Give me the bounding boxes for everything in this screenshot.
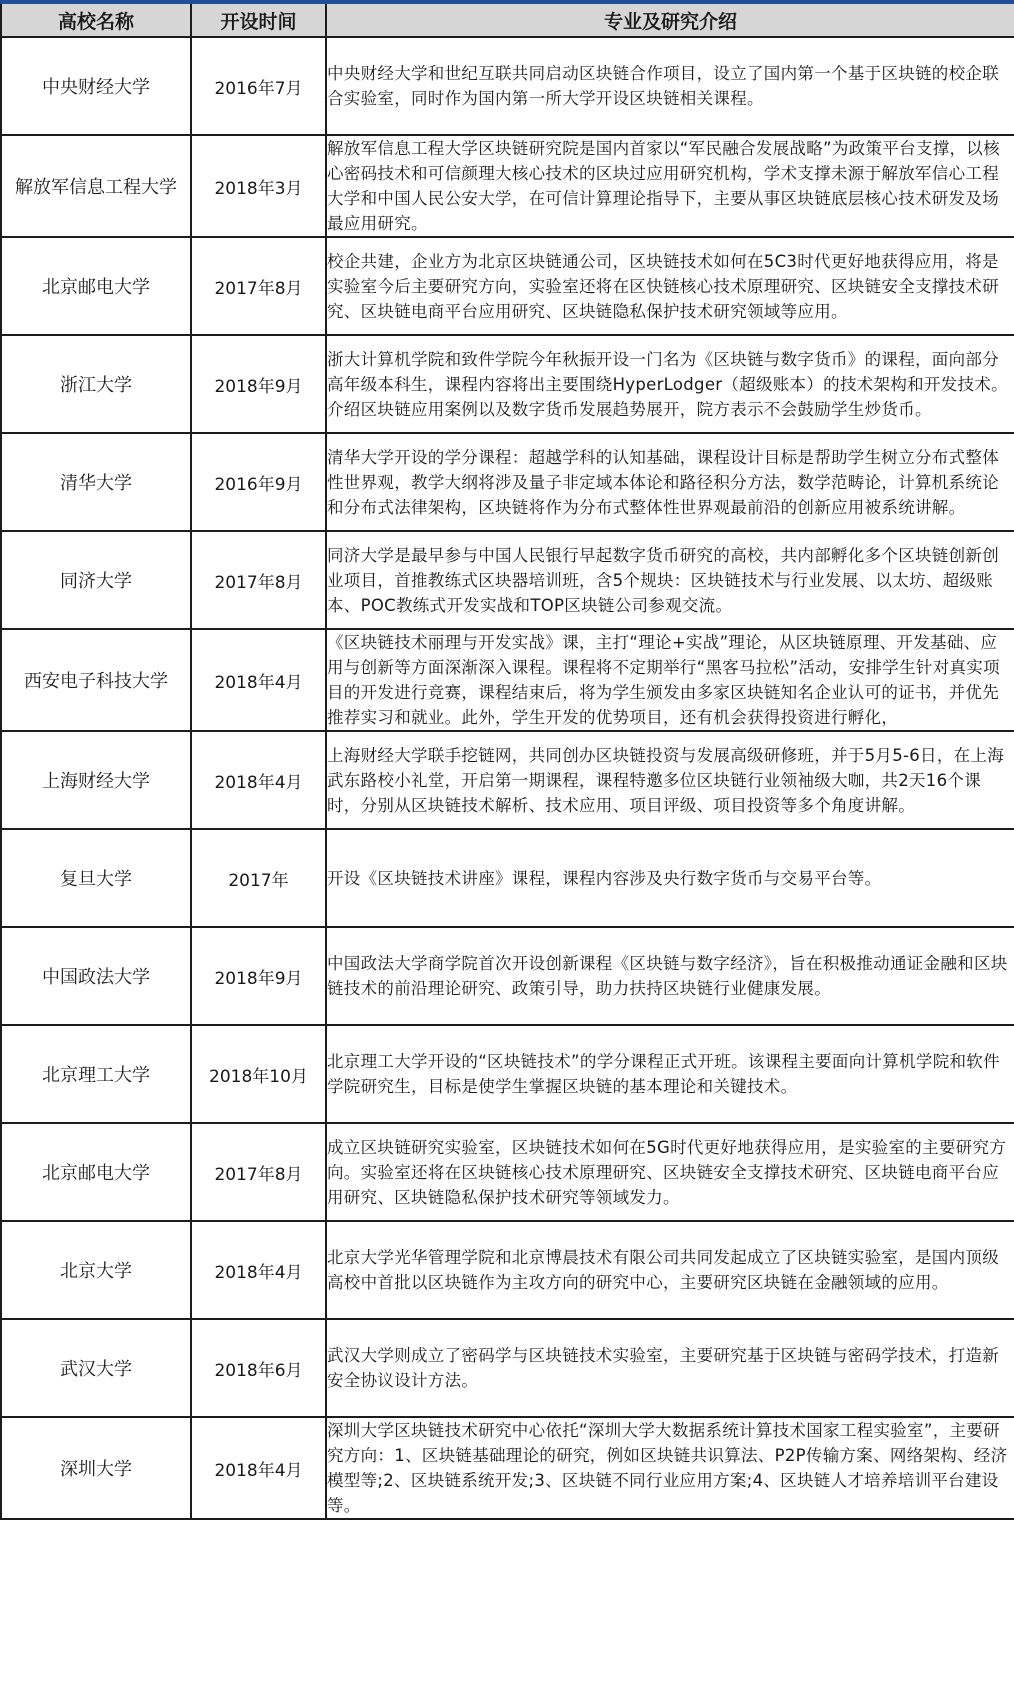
table-row xyxy=(1,37,1014,135)
university-name-cell: 解放军信息工程大学 xyxy=(1,135,191,237)
table-body xyxy=(1,37,1014,1519)
table-row xyxy=(1,335,1014,433)
table-header-row xyxy=(1,4,1014,37)
university-name-cell: 复旦大学 xyxy=(1,829,191,927)
column-header-start-date: 开设时间 xyxy=(191,4,326,37)
university-name-cell: 北京邮电大学 xyxy=(1,1123,191,1221)
start-date-cell: 2016年7月 xyxy=(191,37,326,135)
university-name-cell: 中国政法大学 xyxy=(1,927,191,1025)
university-name-cell: 同济大学 xyxy=(1,531,191,629)
university-name-cell: 北京理工大学 xyxy=(1,1025,191,1123)
university-name-cell: 清华大学 xyxy=(1,433,191,531)
table-row xyxy=(1,1123,1014,1221)
start-date-cell: 2018年10月 xyxy=(191,1025,326,1123)
table-row xyxy=(1,433,1014,531)
start-date-cell: 2017年8月 xyxy=(191,531,326,629)
start-date-cell: 2017年8月 xyxy=(191,237,326,335)
table-row xyxy=(1,1025,1014,1123)
description-cell: 同济大学是最早参与中国人民银行早起数字货币研究的高校，共内部孵化多个区块链创新创业项目，首推教练式区块器培训班，含5个规块：区块链技术与行业发展、以太坊、超级账本、POC教练式开发实战和TOP区块链公司参观交流。 xyxy=(326,531,1014,629)
university-name-cell: 深圳大学 xyxy=(1,1417,191,1519)
start-date-cell: 2018年4月 xyxy=(191,731,326,829)
university-name-cell: 武汉大学 xyxy=(1,1319,191,1417)
university-name-cell: 上海财经大学 xyxy=(1,731,191,829)
university-name-cell: 浙江大学 xyxy=(1,335,191,433)
table-row xyxy=(1,135,1014,237)
university-name-cell: 西安电子科技大学 xyxy=(1,629,191,731)
description-cell: 北京理工大学开设的“区块链技术”的学分课程正式开班。该课程主要面向计算机学院和软件学院研究生，目标是使学生掌握区块链的基本理论和关键技术。 xyxy=(326,1025,1014,1123)
description-cell: 中国政法大学商学院首次开设创新课程《区块链与数字经济》，旨在积极推动通证金融和区块链技术的前沿理论研究、政策引导，助力扶持区块链行业健康发展。 xyxy=(326,927,1014,1025)
description-cell: 清华大学开设的学分课程：超越学科的认知基础，课程设计目标是帮助学生树立分布式整体性世界观，教学大纲将涉及量子非定域本体论和路径积分方法，数学范畴论，计算机系统论和分布式法律架构，区块链将作为分布式整体性世界观最前沿的创新应用被系统讲解。 xyxy=(326,433,1014,531)
description-cell: 中央财经大学和世纪互联共同启动区块链合作项目，设立了国内第一个基于区块链的校企联合实验室，同时作为国内第一所大学开设区块链相关课程。 xyxy=(326,37,1014,135)
start-date-cell: 2018年4月 xyxy=(191,629,326,731)
description-cell: 武汉大学则成立了密码学与区块链技术实验室，主要研究基于区块链与密码学技术，打造新安全协议设计方法。 xyxy=(326,1319,1014,1417)
university-name-cell: 北京大学 xyxy=(1,1221,191,1319)
description-cell: 校企共建，企业方为北京区块链通公司，区块链技术如何在5C3时代更好地获得应用，将是实验室今后主要研究方向，实验室还将在区快链核心技术原理研究、区块链安全支撑技术研究、区块链电商平台应用研究、区块链隐私保护技术研究领域等应用。 xyxy=(326,237,1014,335)
start-date-cell: 2018年4月 xyxy=(191,1417,326,1519)
table-row xyxy=(1,629,1014,731)
start-date-cell: 2018年6月 xyxy=(191,1319,326,1417)
description-cell: 北京大学光华管理学院和北京博晨技术有限公司共同发起成立了区块链实验室，是国内顶级高校中首批以区块链作为主攻方向的研究中心，主要研究区块链在金融领域的应用。 xyxy=(326,1221,1014,1319)
start-date-cell: 2018年4月 xyxy=(191,1221,326,1319)
start-date-cell: 2017年 xyxy=(191,829,326,927)
start-date-cell: 2017年8月 xyxy=(191,1123,326,1221)
description-cell: 《区块链技术丽理与开发实战》课，主打“理论+实战”理论，从区块链原理、开发基础、应用与创新等方面深渐深入课程。课程将不定期举行“黑客马拉松”活动，安排学生针对真实项目的开发进行竞赛，课程结束后，将为学生颁发由多家区块链知名企业认可的证书，并优先推荐实习和就业。此外，学生开发的优势项目，还有机会获得投资进行孵化， xyxy=(326,629,1014,731)
table-row xyxy=(1,531,1014,629)
description-cell: 解放军信息工程大学区块链研究院是国内首家以“军民融合发展战略”为政策平台支撑，以核心密码技术和可信颜理大核心技术的区块过应用研究机构，学术支撑未源于解放军信心工程大学和中国人民公安大学，在可信计算理论指导下，主要从事区块链底层核心技术研发及场最应用研究。 xyxy=(326,135,1014,237)
description-cell: 浙大计算机学院和致件学院今年秋振开设一门名为《区块链与数字货币》的课程，面向部分高年级本科生，课程内容将出主要围绕HyperLodger（超级账本）的技术架构和开发技术。介绍区块链应用案例以及数字货币发展趋势展开，院方表示不会鼓励学生炒货币。 xyxy=(326,335,1014,433)
column-header-university: 高校名称 xyxy=(1,4,191,37)
start-date-cell: 2018年9月 xyxy=(191,927,326,1025)
table-row xyxy=(1,927,1014,1025)
description-cell: 深圳大学区块链技术研究中心依托“深圳大学大数据系统计算技术国家工程实验室”，主要研究方向：1、区块链基础理论的研究，例如区块链共识算法、P2P传输方案、网络架构、经济模型等;2、区块链系统开发;3、区块链不同行业应用方案;4、区块链人才培养培训平台建设等。 xyxy=(326,1417,1014,1519)
description-cell: 开设《区块链技术讲座》课程，课程内容涉及央行数字货币与交易平台等。 xyxy=(326,829,1014,927)
start-date-cell: 2018年9月 xyxy=(191,335,326,433)
column-header-description: 专业及研究介绍 xyxy=(326,4,1014,37)
university-name-cell: 北京邮电大学 xyxy=(1,237,191,335)
start-date-cell: 2018年3月 xyxy=(191,135,326,237)
description-cell: 成立区块链研究实验室，区块链技术如何在5G时代更好地获得应用，是实验室的主要研究方向。实验室还将在区块链核心技术原理研究、区块链安全支撑技术研究、区块链电商平台应用研究、区块链隐私保护技术研究等领域发力。 xyxy=(326,1123,1014,1221)
description-cell: 上海财经大学联手挖链网，共同创办区块链投资与发展高级研修班，并于5月5-6日，在上海武东路校小礼堂，开启第一期课程，课程特邀多位区块链行业领袖级大咖，共2天16个课时，分别从区块链技术解析、技术应用、项目评级、项目投资等多个角度讲解。 xyxy=(326,731,1014,829)
start-date-cell: 2016年9月 xyxy=(191,433,326,531)
table-row xyxy=(1,1221,1014,1319)
table-row xyxy=(1,237,1014,335)
university-blockchain-table xyxy=(0,4,1014,1520)
table-row xyxy=(1,731,1014,829)
university-name-cell: 中央财经大学 xyxy=(1,37,191,135)
table-row xyxy=(1,1319,1014,1417)
table-row xyxy=(1,1417,1014,1519)
table-row xyxy=(1,829,1014,927)
